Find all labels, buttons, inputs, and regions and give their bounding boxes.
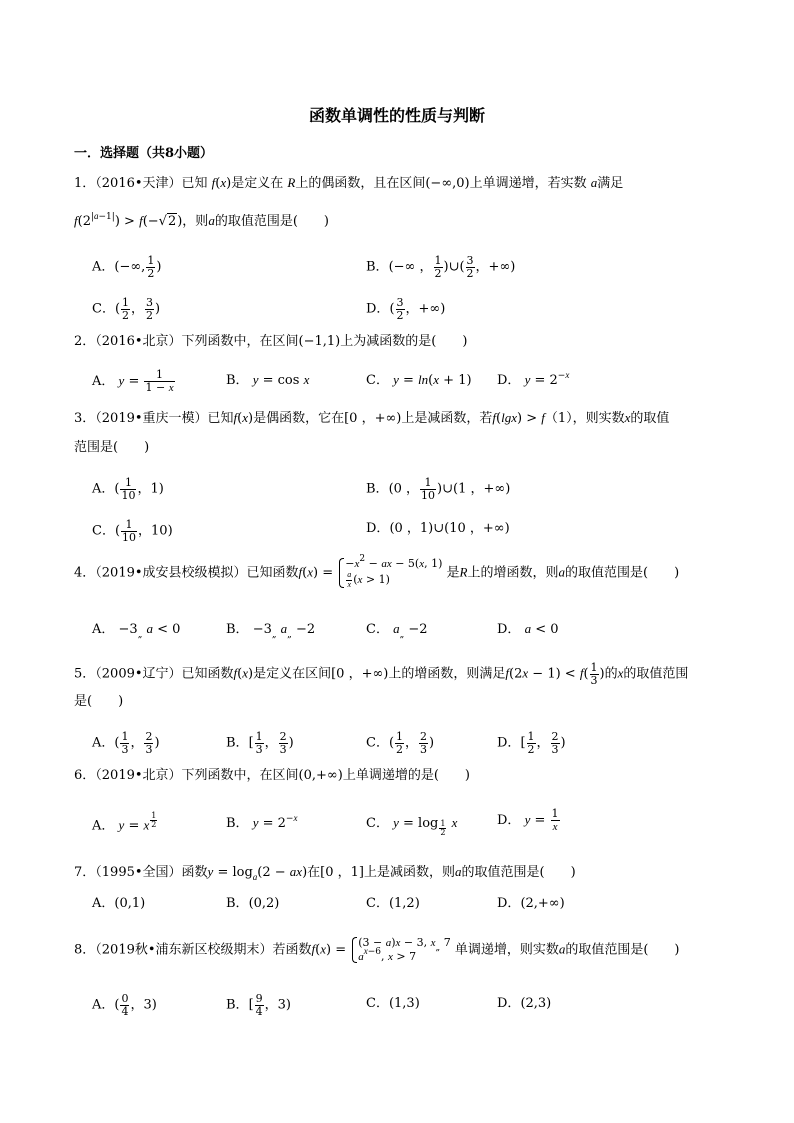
question-1-option-d[interactable]: D．( $\frac{3}{2}$ ，+∞)	[366, 296, 446, 322]
question-6-option-a[interactable]: A． y = x $^{\frac{1}{2}}$	[92, 811, 157, 834]
question-5-line-1: 5．（2009•辽宁）已知函数f(x)是定义在区间[0 ，+∞)上的增函数，则满足f(2x − 1) < f( $\frac{1}{3}$ )的x的取值范围	[74, 661, 689, 687]
question-1-line-1: 1．（2016•天津）已知 f(x)是定义在 R上的偶函数，且在区间(−∞,0)上单调递增，若实数 a满足	[74, 175, 624, 191]
question-1-option-b[interactable]: B．(−∞ ， $\frac{1}{2}$ )∪( $\frac{3}{2}$ ，+∞)	[366, 254, 516, 280]
question-2-option-b[interactable]: B． y = cos x	[226, 372, 310, 388]
section-heading: 一．选择题（共8小题）	[74, 146, 214, 161]
question-1-option-c[interactable]: C．( $\frac{1}{2}$ ， $\frac{3}{2}$ )	[92, 296, 161, 322]
question-6-option-b[interactable]: B． $y = 2^{-x}$	[226, 813, 298, 831]
question-7-option-b[interactable]: B．(0,2)	[226, 896, 280, 911]
question-2-option-c[interactable]: C． y = ln(x + 1)	[366, 372, 472, 388]
question-8-option-d[interactable]: D．(2,3)	[497, 996, 552, 1011]
question-5-option-d[interactable]: D．[ $\frac{1}{2}$ ， $\frac{2}{3}$ )	[497, 730, 566, 756]
question-8-option-a[interactable]: A．( $\frac{0}{4}$ ，3)	[92, 992, 157, 1018]
question-5-line-2: 是( )	[74, 694, 124, 709]
question-6-option-c[interactable]: C． y = log $_{\frac{1}{2}}$ x	[366, 815, 458, 837]
question-1-line-2: $f(2^{|a-1|}) > f(-√2)$，则a的取值范围是( )	[74, 211, 329, 229]
question-5-option-a[interactable]: A．( $\frac{1}{3}$ ， $\frac{2}{3}$ )	[92, 730, 160, 756]
question-7-option-c[interactable]: C．(1,2)	[366, 896, 420, 911]
question-3-option-b[interactable]: B．(0 ， $\frac{1}{10}$ )∪(1 ，+∞)	[366, 476, 511, 502]
question-4-option-c[interactable]: C． $a_„ -2$	[366, 621, 428, 640]
question-3-option-a[interactable]: A．( $\frac{1}{10}$ ，1)	[92, 476, 164, 502]
question-2-option-d[interactable]: D． $y = 2^{-x}$	[497, 370, 570, 388]
question-5-option-c[interactable]: C．( $\frac{1}{2}$ ， $\frac{2}{3}$ )	[366, 730, 435, 756]
question-5-option-b[interactable]: B．[ $\frac{1}{3}$ ， $\frac{2}{3}$ )	[226, 730, 294, 756]
page-title: 函数单调性的性质与判断	[308, 106, 485, 125]
question-3-option-c[interactable]: C．( $\frac{1}{10}$ ，10)	[92, 518, 173, 544]
question-3-option-d[interactable]: D．(0 ，1)∪(10 ，+∞)	[366, 521, 510, 536]
question-4-option-d[interactable]: D． a < 0	[497, 621, 559, 637]
question-8-line-1: 8．（2019秋•浦东新区校级期末）若函数f(x) = (3 − a)x − 3, $x_„$ 7 $a^{x-6}$, x > 7 单调递增，则实数a的取值范围是( )	[74, 936, 680, 964]
question-6-option-d[interactable]: D． y = $\frac{1}{x}$	[497, 807, 559, 833]
question-4-line-1: 4．（2019•成安县校级模拟）已知函数f(x) = $-x^2$ − ax − 5(x, 1) $\frac{a}{x}$ (x > 1) 是R上的增函数，则a的取值范围是( )	[74, 554, 680, 589]
question-8-option-c[interactable]: C．(1,3)	[366, 996, 420, 1011]
question-3-line-1: 3．（2019•重庆一模）已知f(x)是偶函数，它在[0 ，+∞)上是减函数，若f(lgx) > f（1），则实数x的取值	[74, 410, 670, 426]
question-4-option-a[interactable]: A． $-3_„$ a < 0	[92, 621, 181, 640]
question-7-option-d[interactable]: D．(2,+∞)	[497, 896, 565, 911]
question-7-line-1: 7．（1995•全国）函数$y = \log_a(2 - ax)$在[0 ，1]上是减函数，则a的取值范围是( )	[74, 864, 576, 882]
question-1-option-a[interactable]: A．(−∞, $\frac{1}{2}$ )	[92, 254, 162, 280]
question-6-line-1: 6．（2019•北京）下列函数中，在区间(0,+∞)上单调递增的是( )	[74, 768, 470, 783]
question-8-option-b[interactable]: B．[ $\frac{9}{4}$ ，3)	[226, 992, 291, 1018]
piecewise-brace: (3 − a)x − 3, $x_„$ 7 $a^{x-6}$, x > 7	[350, 936, 450, 964]
piecewise-brace: $-x^2$ − ax − 5(x, 1) $\frac{a}{x}$ (x > 1)	[337, 557, 442, 589]
question-7-option-a[interactable]: A．(0,1)	[92, 896, 146, 911]
question-3-line-2: 范围是( )	[74, 440, 150, 455]
question-2-option-a[interactable]: A． y = $\frac{1}{1 - x}$	[92, 368, 174, 394]
question-2-line-1: 2．（2016•北京）下列函数中，在区间(−1,1)上为减函数的是( )	[74, 334, 468, 349]
question-4-option-b[interactable]: B． $-3_„$ $a_„ -2$	[226, 621, 316, 640]
